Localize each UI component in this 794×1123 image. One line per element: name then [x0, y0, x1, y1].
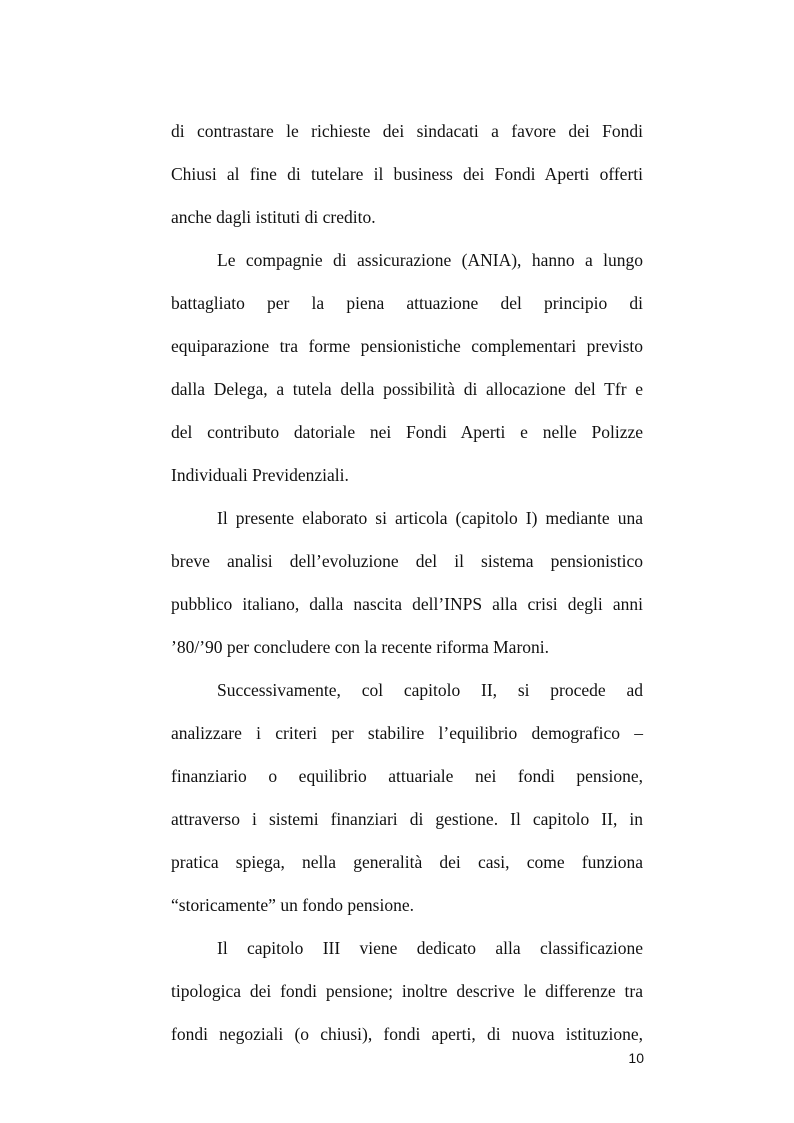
text-line: pratica spiega, nella generalità dei casi, come funziona	[171, 852, 643, 872]
text-line: attraverso i sistemi finanziari di gestione. Il capitolo II, in	[171, 809, 643, 829]
text-line: fondi negoziali (o chiusi), fondi aperti, di nuova istituzione,	[171, 1024, 643, 1044]
text-line: “storicamente” un fondo pensione.	[171, 895, 414, 915]
text-line: di contrastare le richieste dei sindacati a favore dei Fondi	[171, 121, 643, 141]
text-line: Il capitolo III viene dedicato alla classificazione	[217, 938, 643, 958]
paragraph	[171, 239, 643, 497]
text-line: Chiusi al fine di tutelare il business dei Fondi Aperti offerti	[171, 164, 643, 184]
paragraph	[171, 927, 643, 1056]
text-line: finanziario o equilibrio attuariale nei fondi pensione,	[171, 766, 643, 786]
text-line: dalla Delega, a tutela della possibilità di allocazione del Tfr e	[171, 379, 643, 399]
page-number: 10	[628, 1050, 644, 1066]
text-line: breve analisi dell’evoluzione del il sistema pensionistico	[171, 551, 643, 571]
text-line: anche dagli istituti di credito.	[171, 207, 376, 227]
paragraph	[171, 497, 643, 669]
text-line: del contributo datoriale nei Fondi Aperti e nelle Polizze	[171, 422, 643, 442]
paragraph	[171, 110, 643, 239]
text-line: pubblico italiano, dalla nascita dell’INPS alla crisi degli anni	[171, 594, 643, 614]
body-text	[171, 110, 643, 1056]
text-line: tipologica dei fondi pensione; inoltre descrive le differenze tra	[171, 981, 643, 1001]
text-line: equiparazione tra forme pensionistiche complementari previsto	[171, 336, 643, 356]
text-line: Le compagnie di assicurazione (ANIA), hanno a lungo	[217, 250, 643, 270]
text-line: Individuali Previdenziali.	[171, 465, 349, 485]
text-line: ’80/’90 per concludere con la recente riforma Maroni.	[171, 637, 550, 657]
paragraph	[171, 669, 643, 927]
text-line: battagliato per la piena attuazione del principio di	[171, 293, 643, 313]
text-line: analizzare i criteri per stabilire l’equilibrio demografico –	[171, 723, 643, 743]
text-line: Il presente elaborato si articola (capitolo I) mediante una	[217, 508, 643, 528]
text-line: Successivamente, col capitolo II, si procede ad	[217, 680, 643, 700]
